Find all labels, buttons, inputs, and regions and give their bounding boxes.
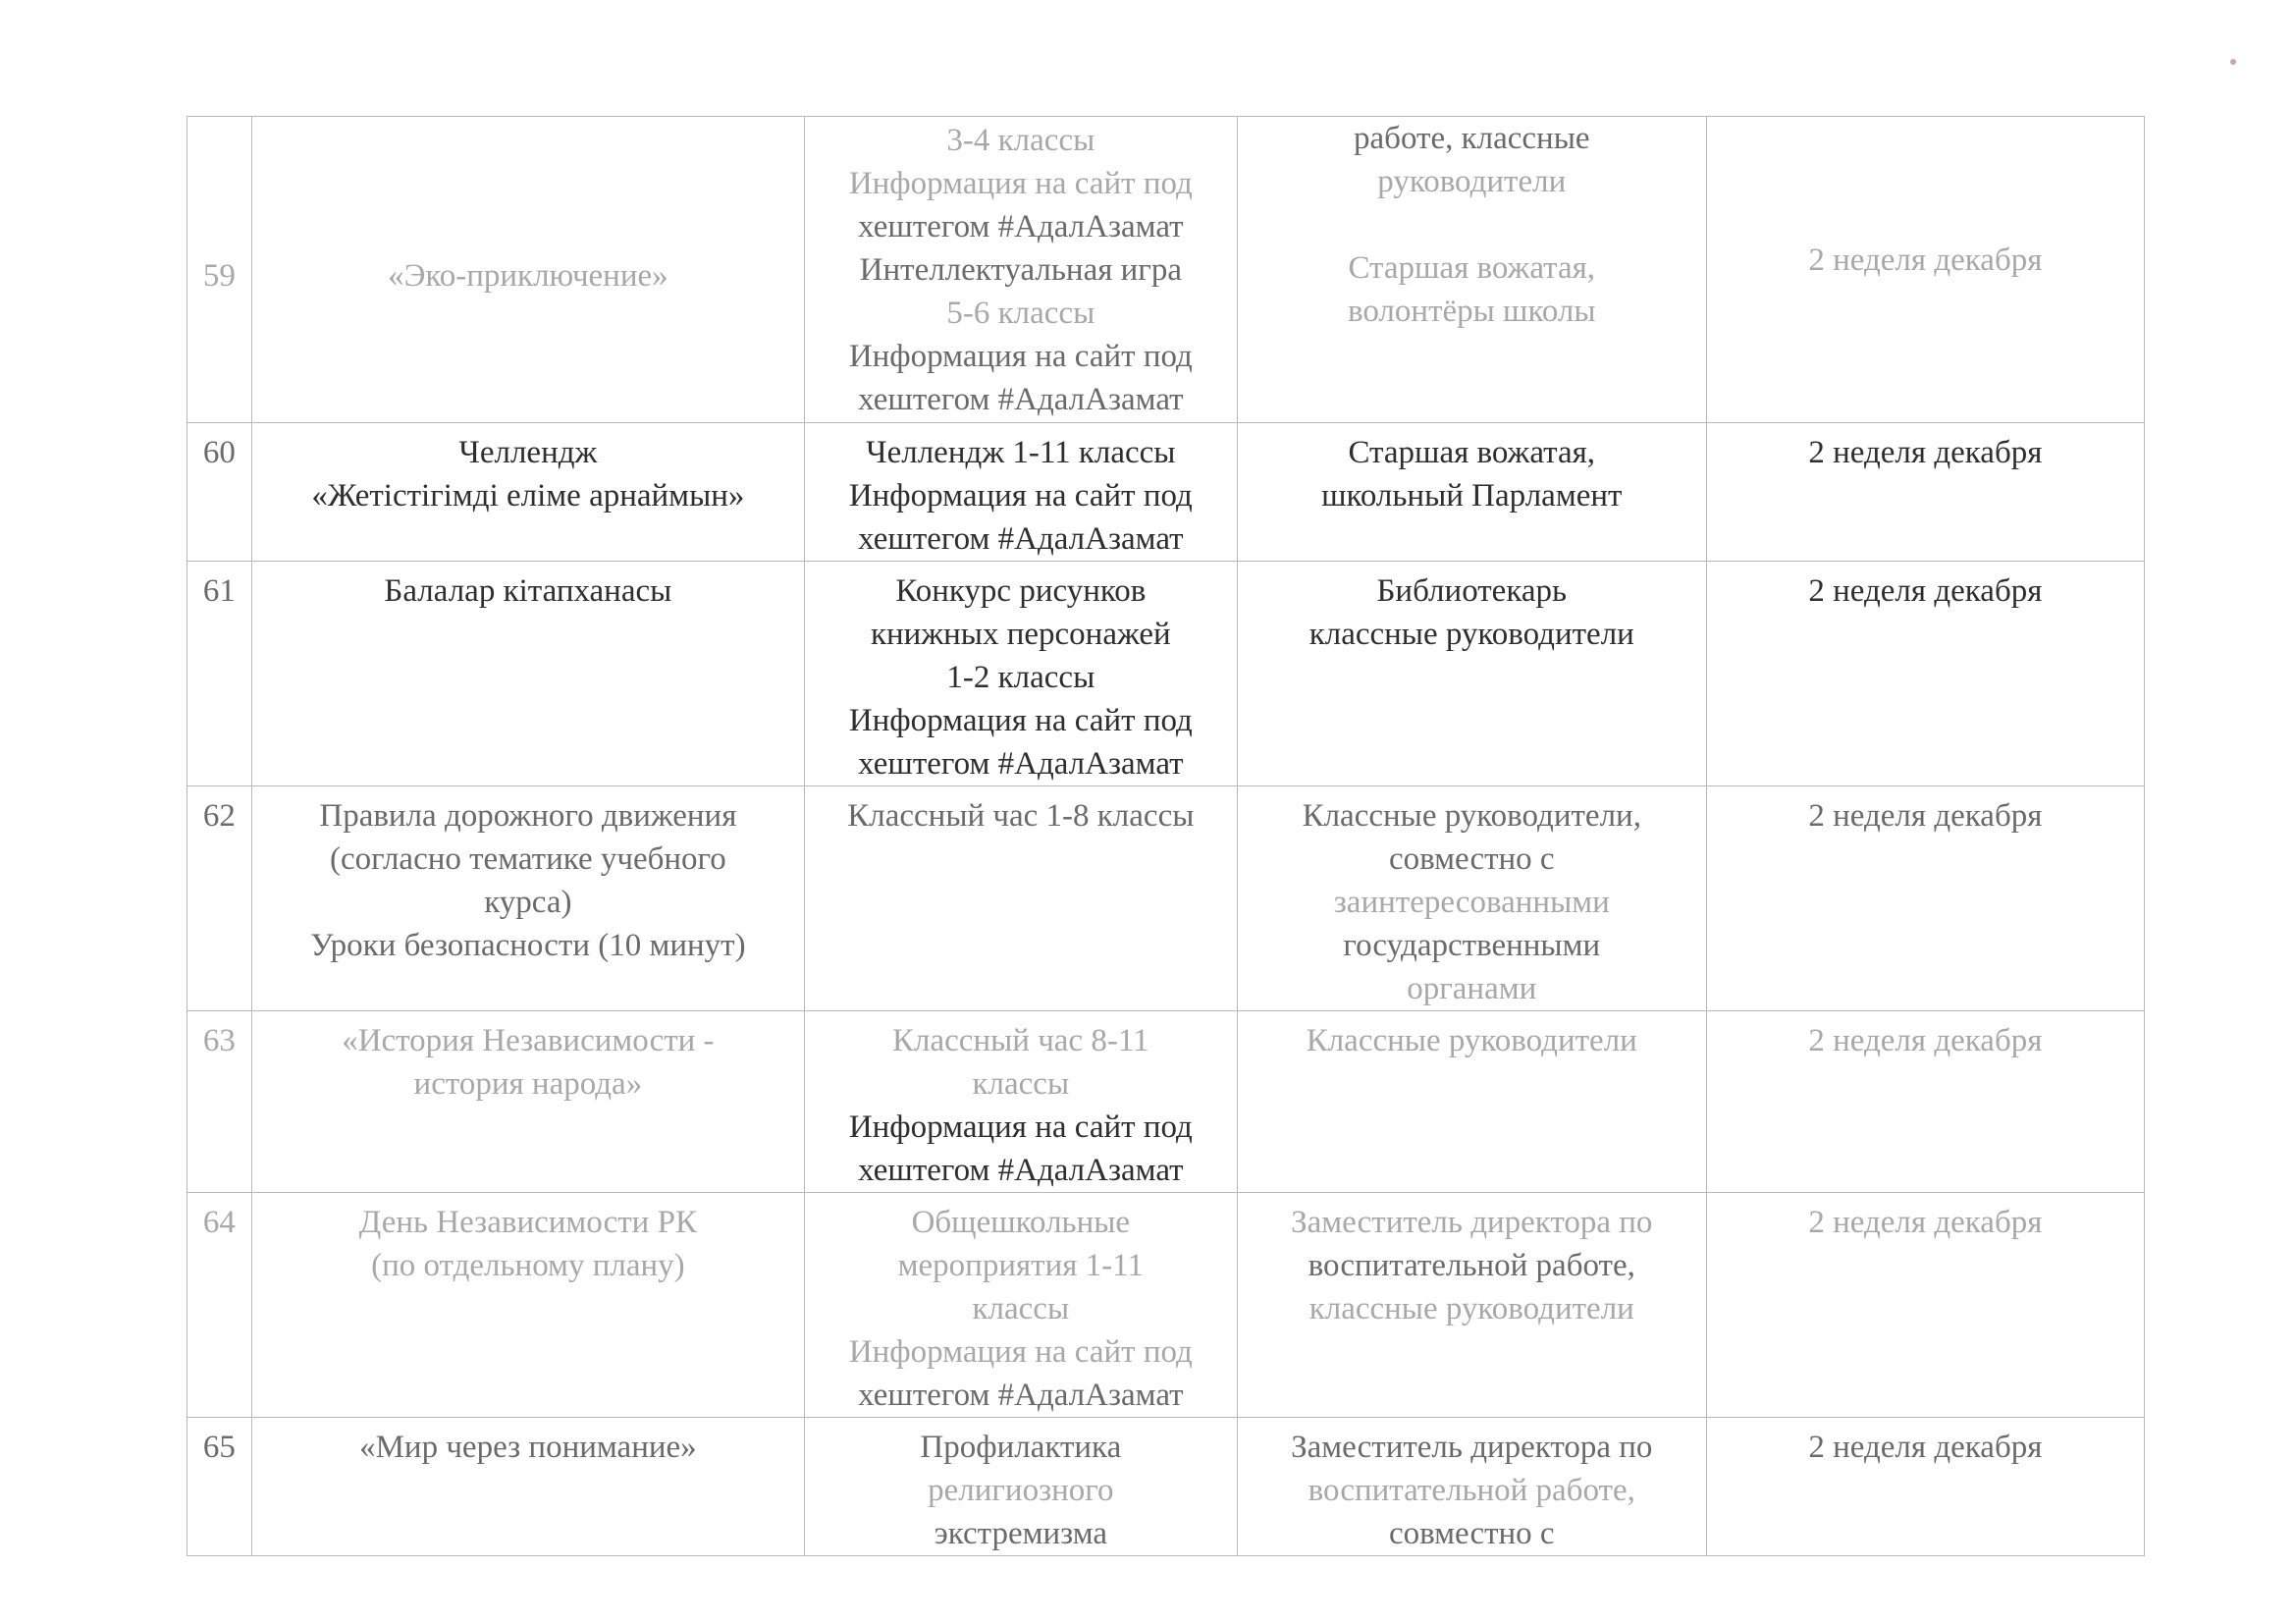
row-number: 60 [187, 423, 252, 562]
event-date: 2 неделя декабря [1706, 562, 2144, 786]
event-form: Классный час 8-11 классы Информация на сайт под хештегом #АдалАзамат [804, 1011, 1237, 1193]
row-number: 59 [187, 117, 252, 423]
event-responsible: Заместитель директора по воспитательной работе, совместно с [1237, 1418, 1706, 1556]
row-number: 61 [187, 562, 252, 786]
row-number: 63 [187, 1011, 252, 1193]
event-title: «История Независимости - история народа» [251, 1011, 804, 1193]
event-responsible: Библиотекарь классные руководители [1237, 562, 1706, 786]
event-title: Челлендж «Жетістігімді еліме арнаймын» [251, 423, 804, 562]
event-form: Челлендж 1-11 классы Информация на сайт под хештегом #АдалАзамат [804, 423, 1237, 562]
event-responsible: Старшая вожатая, школьный Парламент [1237, 423, 1706, 562]
event-date: 2 неделя декабря [1706, 1418, 2144, 1556]
event-title: «Эко-приключение» [251, 117, 804, 423]
event-responsible: Заместитель директора по воспитательной работе, классные руководители [1237, 1193, 1706, 1418]
event-date: 2 неделя декабря [1706, 117, 2144, 423]
event-date: 2 неделя декабря [1706, 786, 2144, 1011]
table-row [187, 1011, 2145, 1193]
event-title: День Независимости РК (по отдельному плану) [251, 1193, 804, 1418]
event-responsible: Классные руководители, совместно с заинтересованными государственными органами [1237, 786, 1706, 1011]
event-title: Балалар кітапханасы [251, 562, 804, 786]
event-form: Общешкольные мероприятия 1-11 классы Информация на сайт под хештегом #АдалАзамат [804, 1193, 1237, 1418]
table-row [187, 1418, 2145, 1556]
table-row [187, 786, 2145, 1011]
event-title: «Мир через понимание» [251, 1418, 804, 1556]
event-title: Правила дорожного движения (согласно тематике учебного курса) Уроки безопасности (10 минут) [251, 786, 804, 1011]
table-row [187, 423, 2145, 562]
event-responsible: работе, классные руководители Старшая вожатая, волонтёры школы [1237, 117, 1706, 423]
table-row [187, 1193, 2145, 1418]
event-form: Классный час 1-8 классы [804, 786, 1237, 1011]
row-number: 65 [187, 1418, 252, 1556]
row-number: 62 [187, 786, 252, 1011]
event-form: 3-4 классы Информация на сайт под хештегом #АдалАзамат Интеллектуальная игра 5-6 классы Информация на сайт под хештегом #АдалАзамат [804, 117, 1237, 423]
event-responsible: Классные руководители [1237, 1011, 1706, 1193]
event-form: Конкурс рисунков книжных персонажей 1-2 классы Информация на сайт под хештегом #АдалАзамат [804, 562, 1237, 786]
event-date: 2 неделя декабря [1706, 1193, 2144, 1418]
table-row [187, 562, 2145, 786]
event-date: 2 неделя декабря [1706, 423, 2144, 562]
event-form: Профилактика религиозного экстремизма [804, 1418, 1237, 1556]
table-row [187, 117, 2145, 423]
row-number: 64 [187, 1193, 252, 1418]
events-plan-table [187, 116, 2145, 1556]
scan-speck [2230, 59, 2236, 65]
event-date: 2 неделя декабря [1706, 1011, 2144, 1193]
